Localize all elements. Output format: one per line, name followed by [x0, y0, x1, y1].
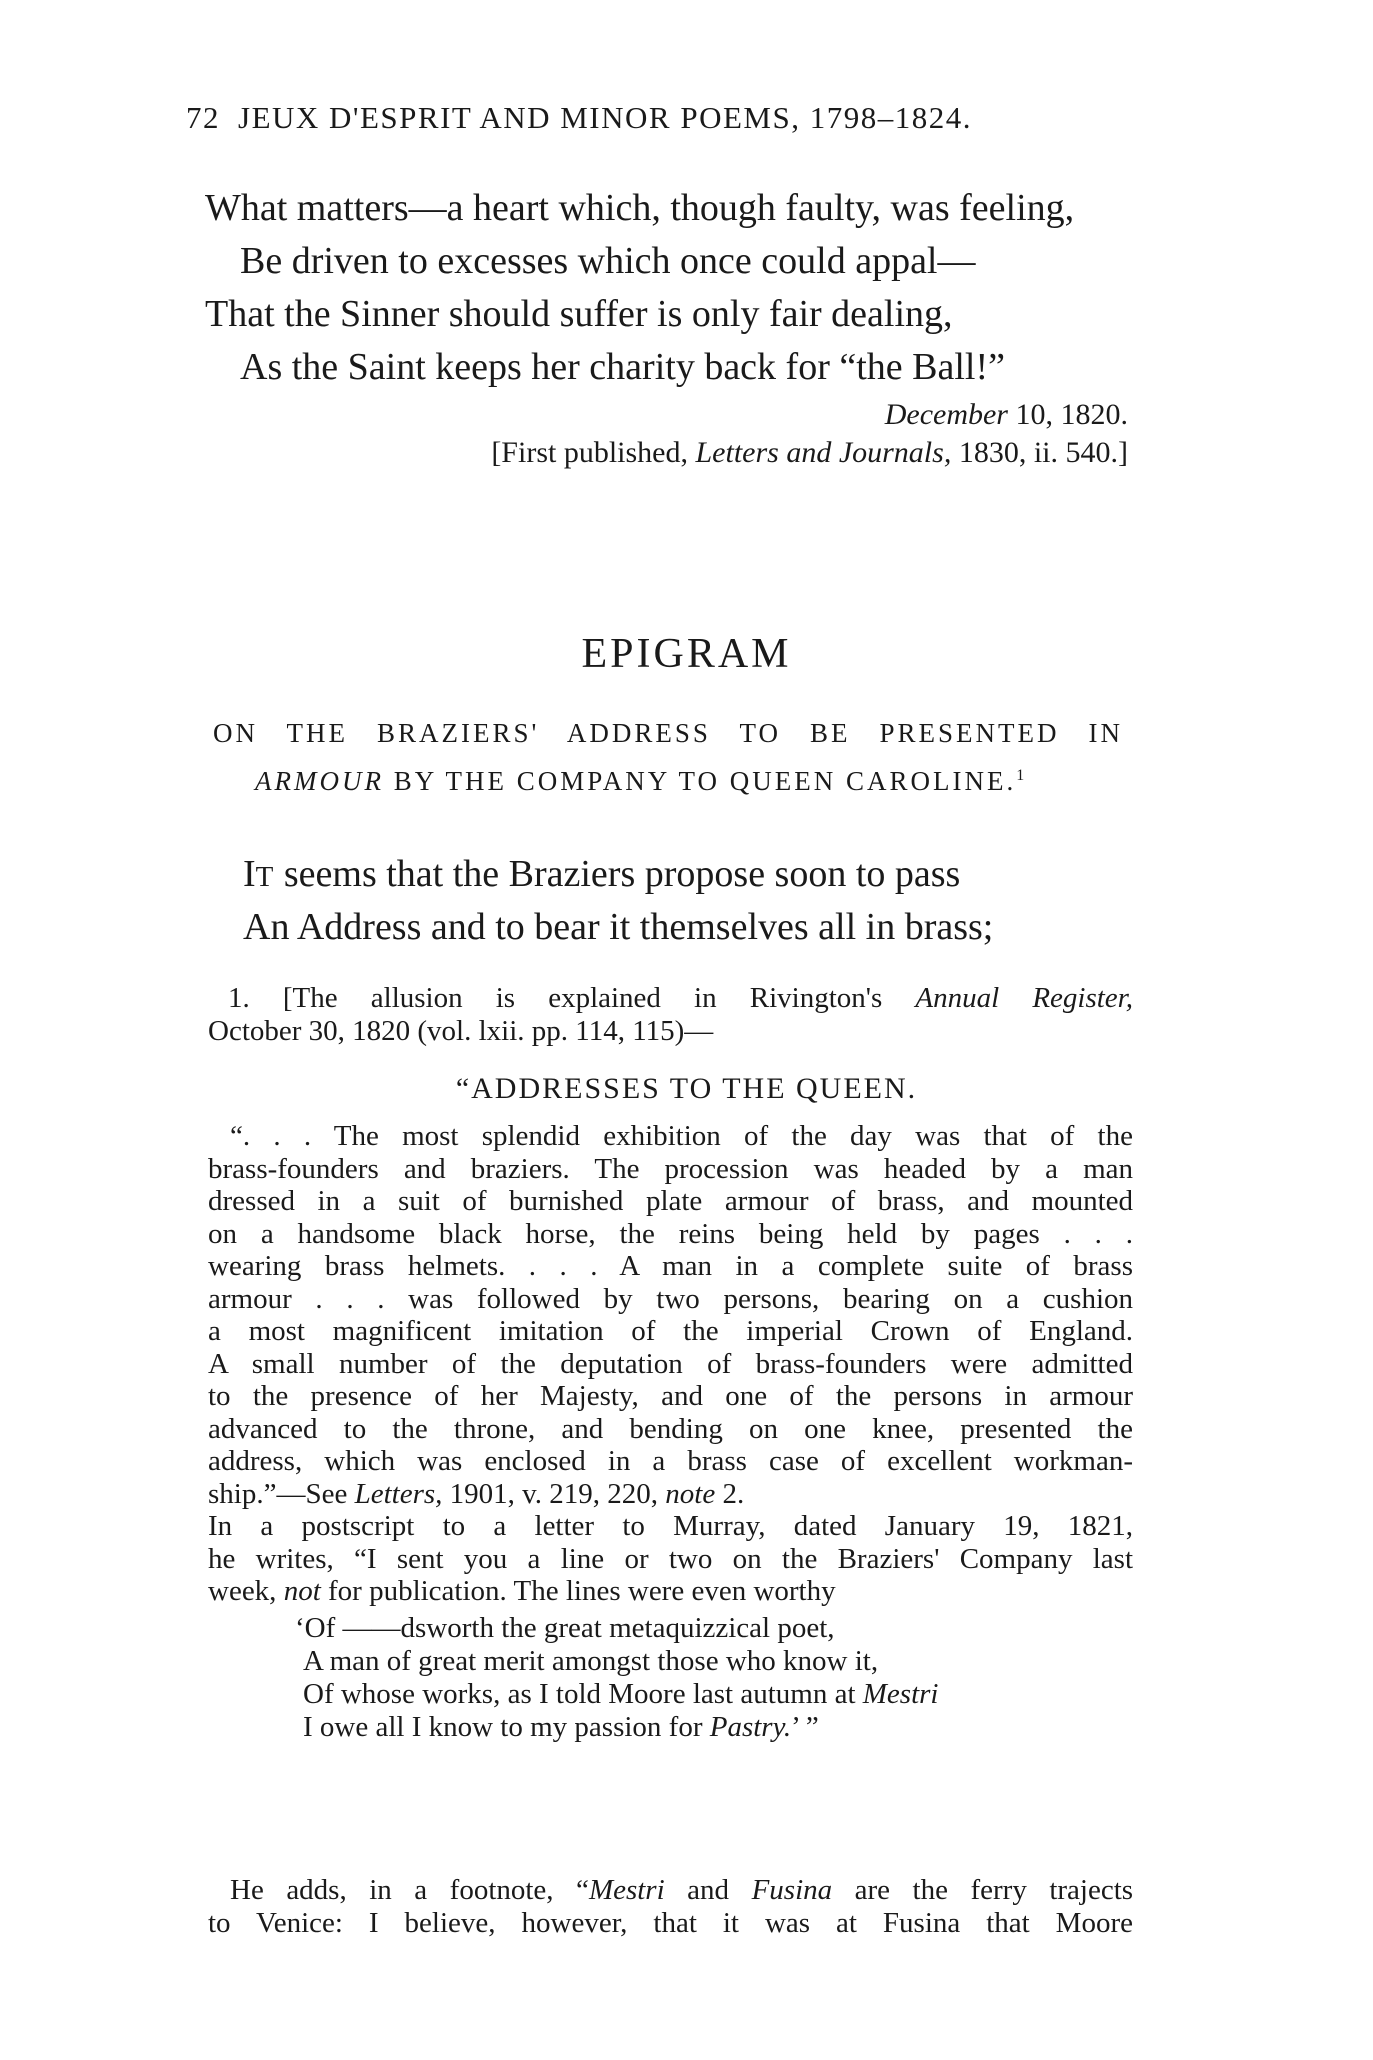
postscript-text: for publication. The lines were even worthy: [328, 1575, 836, 1607]
tail-text: and: [687, 1874, 730, 1906]
section-title: EPIGRAM: [581, 631, 792, 677]
quote-line: armour . . . was followed by two persons, bearing on a cushion: [208, 1282, 1133, 1315]
postscript-italic: not: [283, 1575, 321, 1607]
verse-italic: Mestri: [862, 1678, 939, 1710]
verse-line: [295, 1678, 938, 1711]
pub-prefix: [First published,: [491, 436, 688, 469]
footnote-intro: [208, 982, 1133, 1047]
footnote-ref: 1: [1016, 767, 1025, 784]
verse-line: [295, 1711, 938, 1744]
quote-line: address, which was enclosed in a brass case of excellent workman-: [208, 1445, 1133, 1477]
postscript-text: week,: [208, 1575, 277, 1607]
tail-text: He adds, in a footnote, “: [230, 1874, 589, 1906]
poem-line: Be driven to excesses which once could appal—: [240, 240, 976, 282]
quote-line: advanced to the throne, and bending on one knee, presented the: [208, 1412, 1133, 1445]
verse-text: Of whose works, as I told Moore last autumn at: [303, 1678, 856, 1710]
quote-line: on a handsome black horse, the reins being held by pages . . .: [208, 1217, 1133, 1250]
postscript-line: [208, 1575, 1133, 1608]
footnote-text: October 30, 1820 (vol. lxii. pp. 114, 115)—: [208, 1014, 714, 1047]
initial-letter: I: [243, 853, 256, 895]
running-title: JEUX D'ESPRIT AND MINOR POEMS, 1798–1824.: [238, 100, 972, 135]
pub-suffix: 1830, ii. 540.]: [958, 436, 1128, 469]
footnote-italic: Annual Register,: [915, 982, 1134, 1014]
running-head: [186, 100, 972, 136]
quote-line: wearing brass helmets. . . . A man in a complete suite of brass: [208, 1250, 1133, 1282]
tail-line: to Venice: I believe, however, that it was at Fusina that Moore: [208, 1906, 1133, 1939]
verse-line: ‘Of ——dsworth the great metaquizzical poet,: [295, 1612, 835, 1644]
quote-line: [208, 1478, 1133, 1511]
footnote-text: 1. [The allusion is explained in Rivington's: [228, 982, 883, 1014]
postscript-line: he writes, “I sent you a line or two on the Braziers' Company last: [208, 1542, 1133, 1575]
footnote-quote: [208, 1120, 1133, 1608]
page-number: 72: [186, 100, 220, 135]
epigram-line-2: An Address and to bear it themselves all in brass;: [243, 906, 994, 948]
verse-line: A man of great merit amongst those who know it,: [303, 1645, 879, 1677]
smallcaps-letter: T: [255, 861, 275, 893]
date-rest: 10, 1820.: [1015, 398, 1128, 431]
line-rest: seems that the Braziers propose soon to pass: [274, 853, 961, 895]
subtitle-line-1: ON THE BRAZIERS' ADDRESS TO BE PRESENTED IN: [213, 718, 1123, 748]
quote-line: a most magnificent imitation of the imperial Crown of England.: [208, 1315, 1133, 1347]
date-month: December: [884, 398, 1008, 431]
subtitle-rest: BY THE COMPANY TO QUEEN CAROLINE.: [393, 766, 1017, 796]
quoted-verse: [295, 1612, 938, 1744]
footnote-tail: [208, 1874, 1133, 1939]
tail-italic: Mestri: [588, 1874, 665, 1906]
subtitle-line-2: [255, 766, 1024, 797]
quote-end-italic: Letters,: [354, 1477, 443, 1510]
pub-title: Letters and Journals,: [695, 436, 952, 469]
quote-line: “. . . The most splendid exhibition of the day was that of the: [230, 1120, 1133, 1152]
quote-end-note: note: [665, 1477, 716, 1510]
epigram-line-1: [243, 848, 960, 904]
quote-line: dressed in a suit of burnished plate armour of brass, and mounted: [208, 1185, 1133, 1217]
verse-text: ’ ”: [791, 1711, 819, 1743]
poem-line: That the Sinner should suffer is only fair dealing,: [205, 293, 953, 335]
poem-date: [885, 398, 1128, 432]
poem-line: What matters—a heart which, though faulty, was feeling,: [205, 187, 1075, 229]
poem-line: As the Saint keeps her charity back for “the Ball!”: [240, 346, 1005, 388]
verse-text: I owe all I know to my passion for: [303, 1711, 703, 1743]
postscript-line: In a postscript to a letter to Murray, dated January 19, 1821,: [208, 1510, 1133, 1542]
quote-line: A small number of the deputation of brass-founders were admitted: [208, 1347, 1133, 1380]
quote-line: brass-founders and braziers. The procession was headed by a man: [208, 1152, 1133, 1185]
quote-end: ship.”—See: [208, 1477, 348, 1510]
quote-end: 1901, v. 219, 220,: [449, 1477, 659, 1510]
quote-end: 2.: [722, 1477, 745, 1510]
quote-line: to the presence of her Majesty, and one of the persons in armour: [208, 1380, 1133, 1412]
tail-italic: Fusina: [751, 1874, 833, 1906]
publication-note: [491, 436, 1128, 470]
quote-heading: “ADDRESSES TO THE QUEEN.: [455, 1072, 918, 1105]
subtitle-italic: ARMOUR: [255, 766, 384, 796]
tail-text: are the ferry trajects: [854, 1874, 1134, 1906]
verse-italic: Pastry.: [709, 1711, 792, 1743]
